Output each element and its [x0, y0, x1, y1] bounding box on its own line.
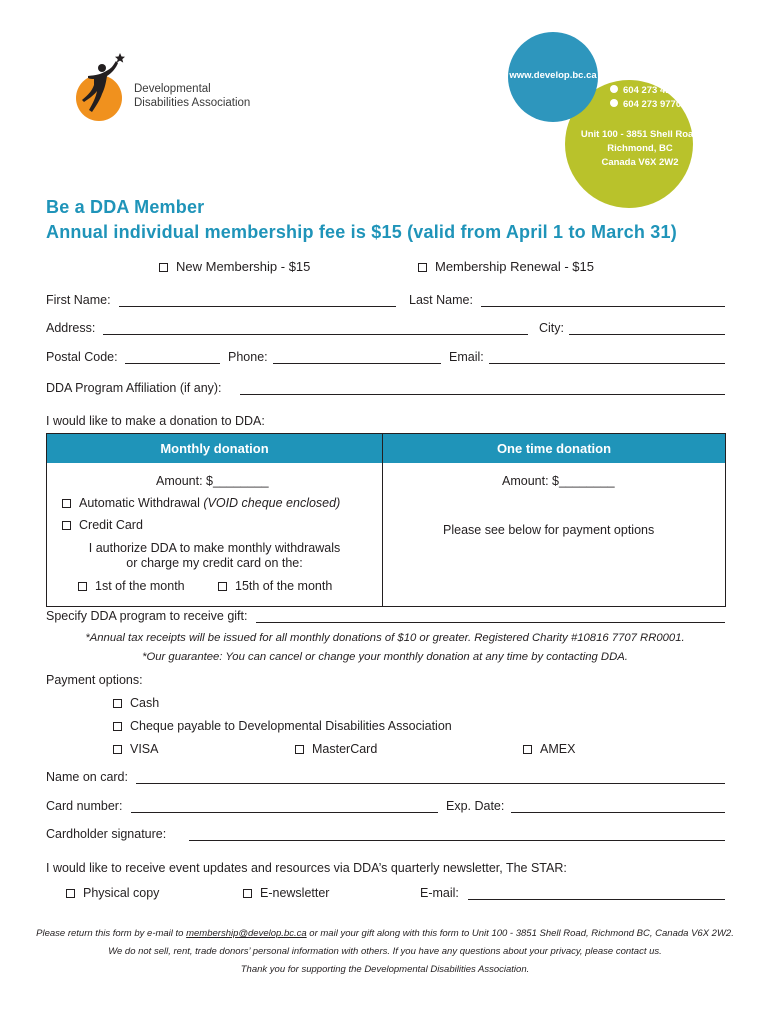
auto-withdrawal-option[interactable]	[62, 496, 340, 510]
footer-return-note	[0, 928, 770, 939]
authorize-line1: I authorize DDA to make monthly withdrawals	[88, 541, 341, 555]
phone-icon	[610, 85, 618, 93]
exp-date-field[interactable]	[511, 812, 725, 813]
physical-copy-label: Physical copy	[83, 886, 160, 900]
logo-figure-icon	[74, 48, 134, 124]
mastercard-option[interactable]	[295, 742, 377, 756]
onetime-amount-field[interactable]: Amount: $________	[502, 474, 615, 488]
checkbox[interactable]	[418, 263, 427, 272]
cash-option[interactable]	[113, 696, 159, 710]
checkbox[interactable]	[243, 889, 252, 898]
checkbox[interactable]	[523, 745, 532, 754]
footer-privacy-note: We do not sell, rent, trade donors’ personal information with others. If you have any questions about your privacy, please contact us.	[108, 946, 662, 957]
authorize-line2: or charge my credit card on the:	[126, 556, 303, 570]
footer-return-text: Please return this form by e-mail to	[36, 928, 187, 939]
signature-label: Cardholder signature:	[46, 827, 167, 841]
mailing-address	[580, 128, 700, 170]
email-field[interactable]	[489, 363, 725, 364]
visa-label: VISA	[130, 742, 159, 756]
donation-table	[46, 433, 726, 607]
credit-card-option[interactable]	[62, 518, 143, 532]
credit-card-label: Credit Card	[79, 518, 143, 532]
city-field[interactable]	[569, 334, 725, 335]
email-label: Email:	[449, 350, 484, 364]
affiliation-field[interactable]	[240, 394, 725, 395]
first-of-month-option[interactable]	[78, 579, 185, 593]
checkbox[interactable]	[113, 699, 122, 708]
new-membership-label: New Membership - $15	[176, 259, 311, 274]
address-line1: Unit 100 - 3851 Shell Road	[580, 129, 700, 140]
name-on-card-field[interactable]	[136, 783, 725, 784]
affiliation-label: DDA Program Affiliation (if any):	[46, 381, 222, 395]
postal-code-label: Postal Code:	[46, 350, 118, 364]
renewal-membership-label: Membership Renewal - $15	[435, 259, 594, 274]
page-subtitle: Annual individual membership fee is $15 (valid from April 1 to March 31)	[46, 222, 677, 242]
checkbox[interactable]	[78, 582, 87, 591]
visa-option[interactable]	[113, 742, 159, 756]
onetime-donation-header: One time donation	[383, 434, 725, 463]
auto-withdrawal-note: (VOID cheque enclosed)	[203, 496, 341, 510]
fax-line	[610, 99, 681, 110]
card-number-field[interactable]	[131, 812, 438, 813]
cheque-option[interactable]	[113, 719, 452, 733]
physical-copy-option[interactable]	[66, 886, 159, 900]
address-label: Address:	[46, 321, 96, 335]
cheque-label: Cheque payable to Developmental Disabilities Association	[130, 719, 452, 733]
phone-line	[610, 85, 686, 96]
checkbox[interactable]	[159, 263, 168, 272]
checkbox[interactable]	[62, 499, 71, 508]
first-name-field[interactable]	[119, 306, 396, 307]
checkbox[interactable]	[113, 745, 122, 754]
checkbox[interactable]	[218, 582, 227, 591]
card-number-label: Card number:	[46, 799, 123, 813]
first-of-month-label: 1st of the month	[95, 579, 185, 593]
exp-date-label: Exp. Date:	[446, 799, 505, 813]
newsletter-email-label: E-mail:	[420, 886, 459, 900]
city-label: City:	[539, 321, 564, 335]
phone-label: Phone:	[228, 350, 268, 364]
authorize-text	[47, 541, 382, 571]
donation-intro: I would like to make a donation to DDA:	[46, 414, 265, 428]
name-on-card-label: Name on card:	[46, 770, 128, 784]
fifteenth-of-month-label: 15th of the month	[235, 579, 333, 593]
newsletter-email-field[interactable]	[468, 899, 725, 900]
specify-program-field[interactable]	[256, 622, 725, 623]
signature-field[interactable]	[189, 840, 725, 841]
tax-receipt-note: *Annual tax receipts will be issued for all monthly donations of $10 or greater. Registered Charity #10816 7707 RR0001.	[85, 632, 685, 644]
monthly-donation-header: Monthly donation	[47, 434, 382, 463]
specify-program-label: Specify DDA program to receive gift:	[46, 609, 248, 623]
footer-thanks-note: Thank you for supporting the Developmental Disabilities Association.	[240, 964, 530, 975]
org-name-line1: Developmental	[134, 83, 211, 95]
enewsletter-label: E-newsletter	[260, 886, 330, 900]
page-title: Be a DDA Member	[46, 197, 205, 217]
monthly-amount-field[interactable]: Amount: $________	[156, 474, 269, 488]
footer-mail-text: or mail your gift along with this form to Unit 100 - 3851 Shell Road, Richmond BC, Canada V6X 2W2.	[306, 928, 734, 939]
dda-logo	[74, 48, 274, 124]
postal-code-field[interactable]	[125, 363, 220, 364]
phone-number: 604 273 4DDA	[623, 85, 686, 96]
org-name	[134, 82, 250, 110]
amex-option[interactable]	[523, 742, 575, 756]
address-line2: Richmond, BC	[607, 143, 673, 154]
table-divider	[382, 434, 383, 606]
newsletter-intro: I would like to receive event updates and resources via DDA’s quarterly newsletter, The STAR:	[46, 861, 567, 875]
footer-email-link[interactable]: membership@develop.bc.ca	[186, 928, 307, 939]
checkbox[interactable]	[66, 889, 75, 898]
checkbox[interactable]	[295, 745, 304, 754]
auto-withdrawal-label: Automatic Withdrawal	[79, 496, 204, 510]
checkbox[interactable]	[62, 521, 71, 530]
renewal-membership-option[interactable]	[418, 259, 594, 274]
last-name-label: Last Name:	[409, 293, 473, 307]
checkbox[interactable]	[113, 722, 122, 731]
mastercard-label: MasterCard	[312, 742, 378, 756]
enewsletter-option[interactable]	[243, 886, 329, 900]
fax-number: 604 273 9770	[623, 99, 682, 110]
amex-label: AMEX	[540, 742, 576, 756]
last-name-field[interactable]	[481, 306, 725, 307]
website-link[interactable]: www.develop.bc.ca	[509, 70, 597, 81]
payment-options-label: Payment options:	[46, 673, 143, 687]
cash-label: Cash	[130, 696, 160, 710]
fax-icon	[610, 99, 618, 107]
guarantee-note: *Our guarantee: You can cancel or change your monthly donation at any time by contacting DDA.	[142, 651, 628, 663]
address-line3: Canada V6X 2W2	[601, 157, 679, 168]
org-name-line2: Disabilities Association	[134, 97, 251, 109]
fifteenth-of-month-option[interactable]	[218, 579, 332, 593]
address-field[interactable]	[103, 334, 528, 335]
see-below-note: Please see below for payment options	[443, 523, 655, 537]
phone-field[interactable]	[273, 363, 441, 364]
new-membership-option[interactable]	[159, 259, 310, 274]
first-name-label: First Name:	[46, 293, 111, 307]
